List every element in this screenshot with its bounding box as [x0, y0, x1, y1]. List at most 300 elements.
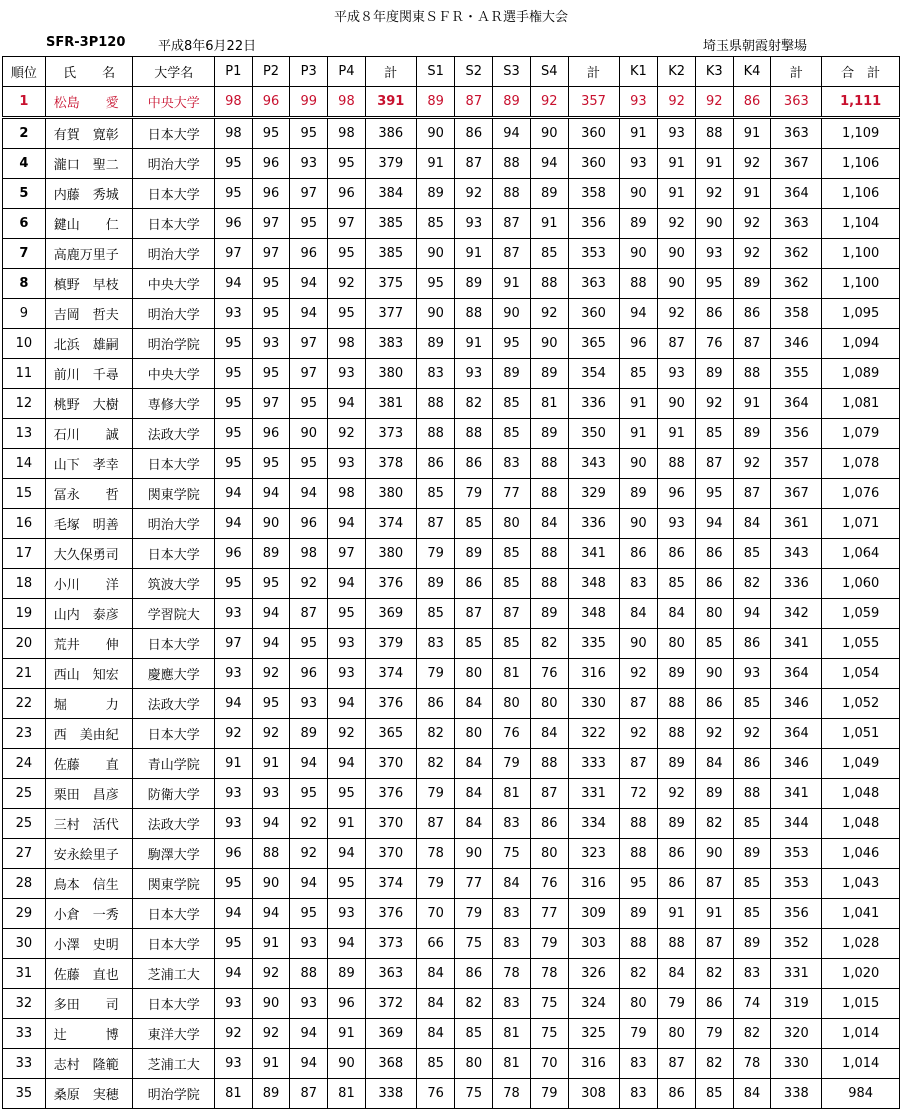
score-cell: 82: [619, 959, 658, 989]
name-cell: 高鹿万里子: [45, 239, 133, 269]
score-cell: 91: [695, 149, 733, 179]
score-cell: 1,100: [822, 239, 900, 269]
university-cell: 法政大学: [133, 689, 215, 719]
score-cell: 95: [290, 118, 328, 149]
score-cell: 88: [530, 569, 568, 599]
score-cell: 93: [252, 329, 290, 359]
score-cell: 1,049: [822, 749, 900, 779]
name-cell: 三村 活代: [45, 809, 133, 839]
score-cell: 326: [568, 959, 619, 989]
score-cell: 344: [771, 809, 822, 839]
score-cell: 94: [290, 299, 328, 329]
university-cell: 明治大学: [133, 299, 215, 329]
score-cell: 87: [658, 329, 696, 359]
rank-cell: 12: [3, 389, 46, 419]
score-cell: 97: [214, 629, 252, 659]
rank-cell: 25: [3, 779, 46, 809]
score-cell: 90: [619, 509, 658, 539]
score-cell: 76: [695, 329, 733, 359]
score-cell: 86: [455, 449, 493, 479]
column-header: P1: [214, 57, 252, 87]
table-row: [3, 719, 900, 749]
score-cell: 90: [252, 869, 290, 899]
table-body: [3, 87, 900, 1109]
score-cell: 88: [733, 359, 771, 389]
column-header: 計: [365, 57, 416, 87]
score-cell: 88: [695, 118, 733, 149]
rank-cell: 4: [3, 149, 46, 179]
university-cell: 日本大学: [133, 179, 215, 209]
score-cell: 1,015: [822, 989, 900, 1019]
score-cell: 96: [214, 839, 252, 869]
score-cell: 95: [328, 299, 366, 329]
score-cell: 88: [658, 929, 696, 959]
score-cell: 90: [619, 629, 658, 659]
score-cell: 96: [619, 329, 658, 359]
rank-cell: 32: [3, 989, 46, 1019]
score-cell: 367: [771, 479, 822, 509]
score-cell: 85: [530, 239, 568, 269]
score-cell: 89: [733, 419, 771, 449]
score-cell: 96: [290, 239, 328, 269]
rank-cell: 33: [3, 1049, 46, 1079]
score-cell: 93: [252, 779, 290, 809]
score-cell: 336: [771, 569, 822, 599]
score-cell: 87: [455, 599, 493, 629]
score-cell: 320: [771, 1019, 822, 1049]
score-cell: 331: [771, 959, 822, 989]
rank-cell: 20: [3, 629, 46, 659]
score-cell: 1,059: [822, 599, 900, 629]
score-cell: 93: [658, 118, 696, 149]
score-cell: 92: [695, 179, 733, 209]
score-cell: 89: [455, 539, 493, 569]
score-cell: 93: [214, 989, 252, 1019]
score-cell: 87: [455, 149, 493, 179]
score-cell: 85: [733, 899, 771, 929]
score-cell: 94: [290, 269, 328, 299]
score-cell: 97: [290, 329, 328, 359]
table-row: [3, 269, 900, 299]
score-cell: 88: [455, 419, 493, 449]
score-cell: 364: [771, 179, 822, 209]
score-cell: 83: [416, 359, 455, 389]
score-cell: 82: [416, 749, 455, 779]
score-cell: 1,111: [822, 87, 900, 118]
score-cell: 1,052: [822, 689, 900, 719]
score-cell: 82: [455, 389, 493, 419]
score-cell: 89: [619, 209, 658, 239]
score-cell: 91: [658, 149, 696, 179]
score-cell: 93: [328, 449, 366, 479]
score-cell: 93: [290, 929, 328, 959]
score-cell: 92: [695, 87, 733, 118]
score-cell: 92: [290, 839, 328, 869]
score-cell: 90: [328, 1049, 366, 1079]
score-cell: 89: [658, 809, 696, 839]
university-cell: 関東学院: [133, 479, 215, 509]
table-row: [3, 629, 900, 659]
score-cell: 95: [290, 629, 328, 659]
score-cell: 1,020: [822, 959, 900, 989]
score-cell: 90: [416, 299, 455, 329]
university-cell: 東洋大学: [133, 1019, 215, 1049]
score-cell: 85: [493, 419, 531, 449]
score-cell: 91: [695, 899, 733, 929]
score-cell: 83: [493, 929, 531, 959]
rank-cell: 15: [3, 479, 46, 509]
name-cell: 西山 知宏: [45, 659, 133, 689]
score-cell: 85: [733, 689, 771, 719]
rank-cell: 33: [3, 1019, 46, 1049]
table-row: [3, 299, 900, 329]
table-row: [3, 899, 900, 929]
score-cell: 80: [695, 599, 733, 629]
score-cell: 78: [416, 839, 455, 869]
score-cell: 95: [328, 599, 366, 629]
score-cell: 1,076: [822, 479, 900, 509]
rank-cell: 11: [3, 359, 46, 389]
name-cell: 冨永 哲: [45, 479, 133, 509]
score-cell: 81: [214, 1079, 252, 1109]
score-cell: 362: [771, 269, 822, 299]
score-cell: 85: [416, 1049, 455, 1079]
page-title: 平成８年度関東ＳＦＲ・ＡＲ選手権大会: [333, 10, 568, 25]
table-row: [3, 959, 900, 989]
score-cell: 85: [455, 1019, 493, 1049]
column-header: K3: [695, 57, 733, 87]
score-cell: 368: [365, 1049, 416, 1079]
score-cell: 86: [695, 299, 733, 329]
score-cell: 92: [619, 659, 658, 689]
score-cell: 91: [328, 809, 366, 839]
score-cell: 94: [214, 899, 252, 929]
score-cell: 373: [365, 929, 416, 959]
score-cell: 95: [290, 449, 328, 479]
score-cell: 91: [455, 239, 493, 269]
score-cell: 1,060: [822, 569, 900, 599]
score-cell: 85: [695, 1079, 733, 1109]
table-row: [3, 749, 900, 779]
score-cell: 95: [214, 359, 252, 389]
score-cell: 87: [290, 1079, 328, 1109]
table-row: [3, 479, 900, 509]
score-cell: 83: [416, 629, 455, 659]
score-cell: 90: [695, 209, 733, 239]
score-cell: 95: [328, 149, 366, 179]
score-cell: 346: [771, 689, 822, 719]
score-cell: 80: [493, 509, 531, 539]
score-cell: 1,089: [822, 359, 900, 389]
score-cell: 86: [658, 839, 696, 869]
score-cell: 322: [568, 719, 619, 749]
score-cell: 79: [695, 1019, 733, 1049]
score-cell: 75: [530, 989, 568, 1019]
score-cell: 95: [695, 269, 733, 299]
score-cell: 334: [568, 809, 619, 839]
score-cell: 87: [619, 749, 658, 779]
score-cell: 77: [530, 899, 568, 929]
score-cell: 86: [733, 749, 771, 779]
score-cell: 79: [416, 659, 455, 689]
score-cell: 91: [493, 269, 531, 299]
score-cell: 82: [455, 989, 493, 1019]
score-cell: 369: [365, 1019, 416, 1049]
score-cell: 96: [328, 179, 366, 209]
score-cell: 86: [695, 689, 733, 719]
name-cell: 瀧口 聖二: [45, 149, 133, 179]
score-cell: 378: [365, 449, 416, 479]
score-cell: 93: [619, 149, 658, 179]
score-cell: 91: [619, 389, 658, 419]
score-cell: 346: [771, 329, 822, 359]
event-info: [0, 35, 902, 53]
score-cell: 88: [530, 269, 568, 299]
score-cell: 95: [252, 449, 290, 479]
score-cell: 354: [568, 359, 619, 389]
score-cell: 79: [619, 1019, 658, 1049]
score-cell: 96: [290, 659, 328, 689]
university-cell: 筑波大学: [133, 569, 215, 599]
score-cell: 1,079: [822, 419, 900, 449]
score-cell: 85: [416, 599, 455, 629]
score-cell: 88: [530, 539, 568, 569]
score-cell: 92: [252, 959, 290, 989]
score-cell: 79: [416, 869, 455, 899]
column-header: P4: [328, 57, 366, 87]
score-cell: 370: [365, 839, 416, 869]
score-cell: 87: [493, 599, 531, 629]
score-cell: 91: [214, 749, 252, 779]
score-cell: 82: [530, 629, 568, 659]
score-cell: 91: [530, 209, 568, 239]
score-cell: 89: [658, 659, 696, 689]
score-cell: 81: [328, 1079, 366, 1109]
score-cell: 1,055: [822, 629, 900, 659]
score-cell: 338: [365, 1079, 416, 1109]
university-cell: 学習院大: [133, 599, 215, 629]
score-cell: 94: [328, 749, 366, 779]
score-cell: 92: [252, 719, 290, 749]
score-cell: 89: [252, 539, 290, 569]
score-cell: 93: [214, 659, 252, 689]
name-cell: 鍵山 仁: [45, 209, 133, 239]
table-row: [3, 809, 900, 839]
score-cell: 93: [733, 659, 771, 689]
university-cell: 明治学院: [133, 329, 215, 359]
table-row: [3, 449, 900, 479]
score-cell: 75: [493, 839, 531, 869]
score-cell: 380: [365, 479, 416, 509]
score-cell: 93: [658, 359, 696, 389]
score-cell: 1,095: [822, 299, 900, 329]
score-cell: 85: [695, 419, 733, 449]
score-cell: 94: [252, 479, 290, 509]
score-cell: 90: [619, 179, 658, 209]
score-cell: 85: [493, 629, 531, 659]
university-cell: 明治大学: [133, 509, 215, 539]
score-cell: 95: [252, 569, 290, 599]
score-cell: 379: [365, 149, 416, 179]
university-cell: 日本大学: [133, 449, 215, 479]
score-cell: 1,104: [822, 209, 900, 239]
venue: 埼玉県朝霞射撃場: [702, 39, 807, 54]
name-cell: 内藤 秀城: [45, 179, 133, 209]
rank-cell: 5: [3, 179, 46, 209]
score-cell: 96: [214, 209, 252, 239]
score-cell: 89: [530, 419, 568, 449]
table-row: [3, 689, 900, 719]
score-cell: 364: [771, 389, 822, 419]
column-header: S4: [530, 57, 568, 87]
score-cell: 82: [416, 719, 455, 749]
score-cell: 385: [365, 209, 416, 239]
score-cell: 336: [568, 389, 619, 419]
score-cell: 309: [568, 899, 619, 929]
score-cell: 85: [619, 359, 658, 389]
score-cell: 93: [455, 209, 493, 239]
score-cell: 381: [365, 389, 416, 419]
score-cell: 86: [658, 869, 696, 899]
score-cell: 90: [416, 118, 455, 149]
score-cell: 85: [658, 569, 696, 599]
score-cell: 82: [733, 1019, 771, 1049]
score-cell: 342: [771, 599, 822, 629]
score-cell: 95: [252, 299, 290, 329]
score-cell: 1,014: [822, 1019, 900, 1049]
rank-cell: 21: [3, 659, 46, 689]
score-cell: 367: [771, 149, 822, 179]
score-cell: 353: [568, 239, 619, 269]
score-cell: 88: [455, 299, 493, 329]
score-cell: 80: [658, 629, 696, 659]
score-cell: 96: [252, 179, 290, 209]
score-cell: 83: [493, 899, 531, 929]
score-cell: 87: [695, 449, 733, 479]
score-cell: 82: [733, 569, 771, 599]
score-cell: 95: [214, 179, 252, 209]
score-cell: 343: [771, 539, 822, 569]
score-cell: 85: [455, 629, 493, 659]
score-cell: 89: [493, 87, 531, 118]
score-cell: 346: [771, 749, 822, 779]
table-row: [3, 539, 900, 569]
score-cell: 87: [493, 239, 531, 269]
score-cell: 89: [328, 959, 366, 989]
column-header: 計: [568, 57, 619, 87]
score-cell: 89: [695, 359, 733, 389]
score-cell: 95: [252, 689, 290, 719]
score-cell: 89: [619, 899, 658, 929]
rank-cell: 24: [3, 749, 46, 779]
score-cell: 89: [530, 359, 568, 389]
score-cell: 92: [252, 659, 290, 689]
score-cell: 374: [365, 659, 416, 689]
university-cell: 駒澤大学: [133, 839, 215, 869]
university-cell: 日本大学: [133, 929, 215, 959]
university-cell: 芝浦工大: [133, 959, 215, 989]
name-cell: 山内 泰彦: [45, 599, 133, 629]
score-cell: 86: [695, 989, 733, 1019]
rank-cell: 1: [3, 87, 46, 118]
score-cell: 92: [695, 389, 733, 419]
score-cell: 81: [493, 1049, 531, 1079]
event-date: 平成8年6月22日: [158, 39, 257, 54]
rank-cell: 19: [3, 599, 46, 629]
score-cell: 88: [658, 449, 696, 479]
university-cell: 中央大学: [133, 269, 215, 299]
score-cell: 363: [771, 118, 822, 149]
score-cell: 88: [619, 839, 658, 869]
score-cell: 391: [365, 87, 416, 118]
score-cell: 92: [252, 1019, 290, 1049]
score-cell: 364: [771, 659, 822, 689]
table-row: [3, 1049, 900, 1079]
name-cell: 荒井 伸: [45, 629, 133, 659]
score-cell: 75: [530, 1019, 568, 1049]
score-cell: 88: [530, 749, 568, 779]
rank-cell: 17: [3, 539, 46, 569]
score-cell: 82: [695, 809, 733, 839]
score-cell: 92: [733, 719, 771, 749]
score-cell: 89: [416, 329, 455, 359]
score-cell: 80: [455, 719, 493, 749]
score-cell: 89: [493, 359, 531, 389]
score-cell: 1,054: [822, 659, 900, 689]
score-cell: 88: [416, 389, 455, 419]
score-cell: 66: [416, 929, 455, 959]
score-cell: 92: [733, 209, 771, 239]
score-cell: 78: [493, 959, 531, 989]
score-cell: 85: [416, 209, 455, 239]
score-cell: 87: [530, 779, 568, 809]
score-cell: 316: [568, 1049, 619, 1079]
score-cell: 95: [328, 239, 366, 269]
score-cell: 95: [252, 359, 290, 389]
score-cell: 90: [530, 118, 568, 149]
score-cell: 91: [733, 179, 771, 209]
score-cell: 95: [214, 389, 252, 419]
score-cell: 365: [568, 329, 619, 359]
score-cell: 376: [365, 569, 416, 599]
score-cell: 355: [771, 359, 822, 389]
score-cell: 360: [568, 299, 619, 329]
score-cell: 76: [493, 719, 531, 749]
name-cell: 大久保勇司: [45, 539, 133, 569]
results-table: [2, 56, 900, 1109]
score-cell: 76: [530, 869, 568, 899]
score-cell: 303: [568, 929, 619, 959]
score-cell: 94: [214, 269, 252, 299]
score-cell: 72: [619, 779, 658, 809]
rank-cell: 30: [3, 929, 46, 959]
university-cell: 防衛大学: [133, 779, 215, 809]
score-cell: 95: [214, 929, 252, 959]
score-cell: 83: [493, 809, 531, 839]
score-cell: 92: [695, 719, 733, 749]
rank-cell: 2: [3, 118, 46, 149]
score-cell: 80: [455, 659, 493, 689]
score-cell: 92: [328, 269, 366, 299]
score-cell: 1,071: [822, 509, 900, 539]
score-cell: 1,014: [822, 1049, 900, 1079]
score-cell: 90: [695, 839, 733, 869]
score-cell: 94: [214, 689, 252, 719]
score-cell: 353: [771, 869, 822, 899]
score-cell: 369: [365, 599, 416, 629]
rank-cell: 29: [3, 899, 46, 929]
score-cell: 92: [290, 569, 328, 599]
